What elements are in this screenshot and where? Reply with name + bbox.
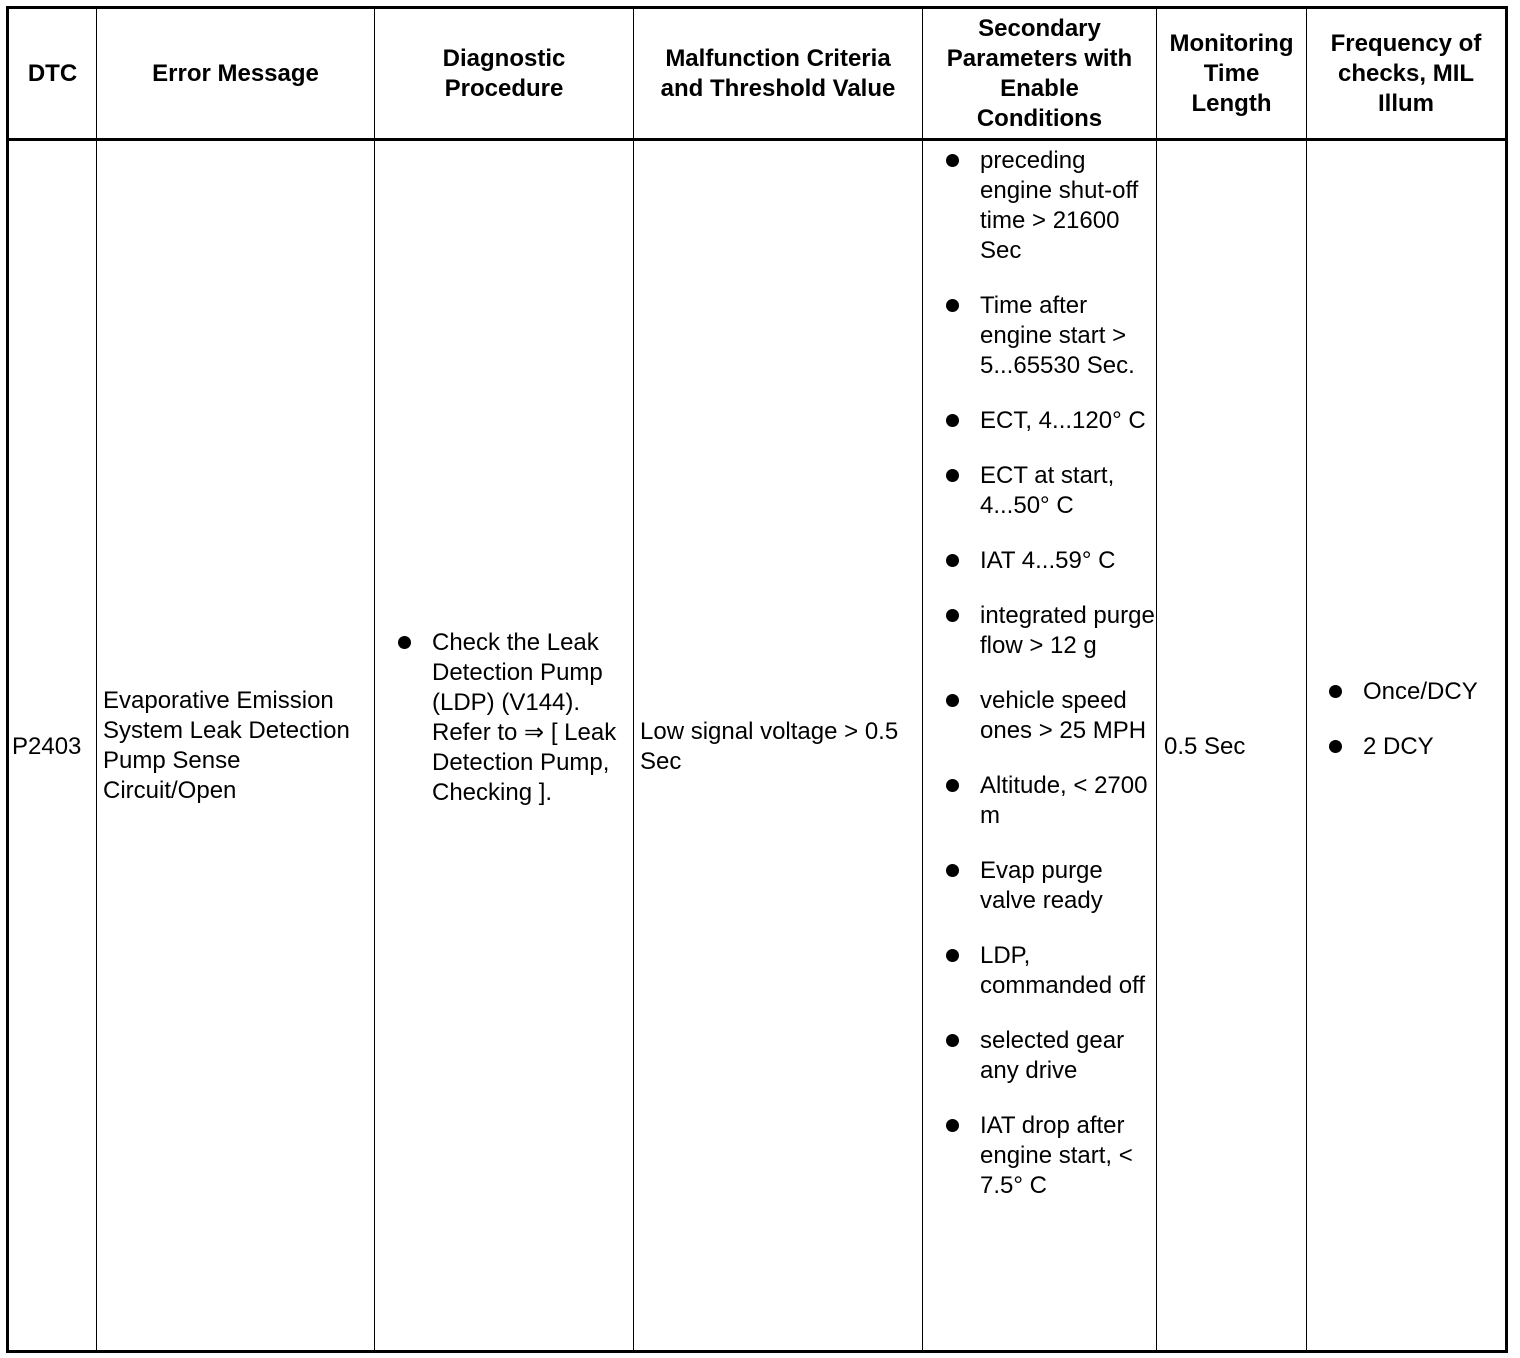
list-item: Once/DCY — [1329, 677, 1504, 707]
bullet-icon — [946, 1034, 959, 1047]
header-diagnostic-procedure: Diagnostic Procedure — [442, 45, 566, 102]
header-secondary-parameters: Secondary Parameters with Enable Conditions — [946, 15, 1133, 132]
column-divider — [374, 9, 375, 1350]
error-message: Evaporative Emission System Leak Detection Pump Sense Circuit/Open — [103, 687, 350, 804]
frequency-list — [1329, 677, 1504, 762]
header-monitoring-time: Monitoring Time Length — [1169, 30, 1294, 117]
bullet-icon — [946, 949, 959, 962]
list-item: 2 DCY — [1329, 732, 1504, 762]
list-item: ECT at start, 4...50° C — [946, 461, 1158, 521]
column-divider — [922, 9, 923, 1350]
list-item: preceding engine shut-off time > 21600 Sec — [946, 146, 1158, 266]
list-item: Evap purge valve ready — [946, 856, 1158, 916]
list-item: selected gear any drive — [946, 1026, 1158, 1086]
list-item: Altitude, < 2700 m — [946, 771, 1158, 831]
bullet-icon — [946, 609, 959, 622]
diagnostic-table — [6, 6, 1508, 1353]
monitoring-time: 0.5 Sec — [1164, 733, 1246, 760]
column-divider — [633, 9, 634, 1350]
bullet-icon — [946, 414, 959, 427]
column-divider — [1306, 9, 1307, 1350]
diagnostic-procedure-text: Check the Leak Detection Pump (LDP) (V144). Refer to ⇒ [ Leak Detection Pump, Checking ]. — [432, 629, 617, 806]
bullet-icon — [1329, 685, 1342, 698]
bullet-icon — [946, 154, 959, 167]
bullet-icon — [946, 1119, 959, 1132]
bullet-icon — [1329, 740, 1342, 753]
bullet-icon — [946, 694, 959, 707]
list-item: integrated purge flow > 12 g — [946, 601, 1158, 661]
header-dtc: DTC — [27, 60, 78, 87]
list-item: ECT, 4...120° C — [946, 406, 1158, 436]
secondary-parameters-list — [946, 146, 1158, 1226]
malfunction-criteria: Low signal voltage > 0.5 Sec — [640, 718, 899, 775]
bullet-icon — [946, 299, 959, 312]
list-item: vehicle speed ones > 25 MPH — [946, 686, 1158, 746]
list-item: IAT 4...59° C — [946, 546, 1158, 576]
bullet-icon — [946, 779, 959, 792]
diagnostic-procedure-item — [398, 628, 630, 808]
bullet-icon — [398, 636, 411, 649]
bullet-icon — [946, 554, 959, 567]
list-item: Time after engine start > 5...65530 Sec. — [946, 291, 1158, 381]
header-error-message: Error Message — [152, 60, 319, 87]
list-item: IAT drop after engine start, < 7.5° C — [946, 1111, 1158, 1201]
column-divider — [96, 9, 97, 1350]
dtc-code: P2403 — [12, 733, 82, 760]
bullet-icon — [946, 864, 959, 877]
header-malfunction-criteria: Malfunction Criteria and Threshold Value — [660, 45, 896, 102]
bullet-icon — [946, 469, 959, 482]
header-frequency: Frequency of checks, MIL Illum — [1330, 30, 1482, 117]
list-item: LDP, commanded off — [946, 941, 1158, 1001]
